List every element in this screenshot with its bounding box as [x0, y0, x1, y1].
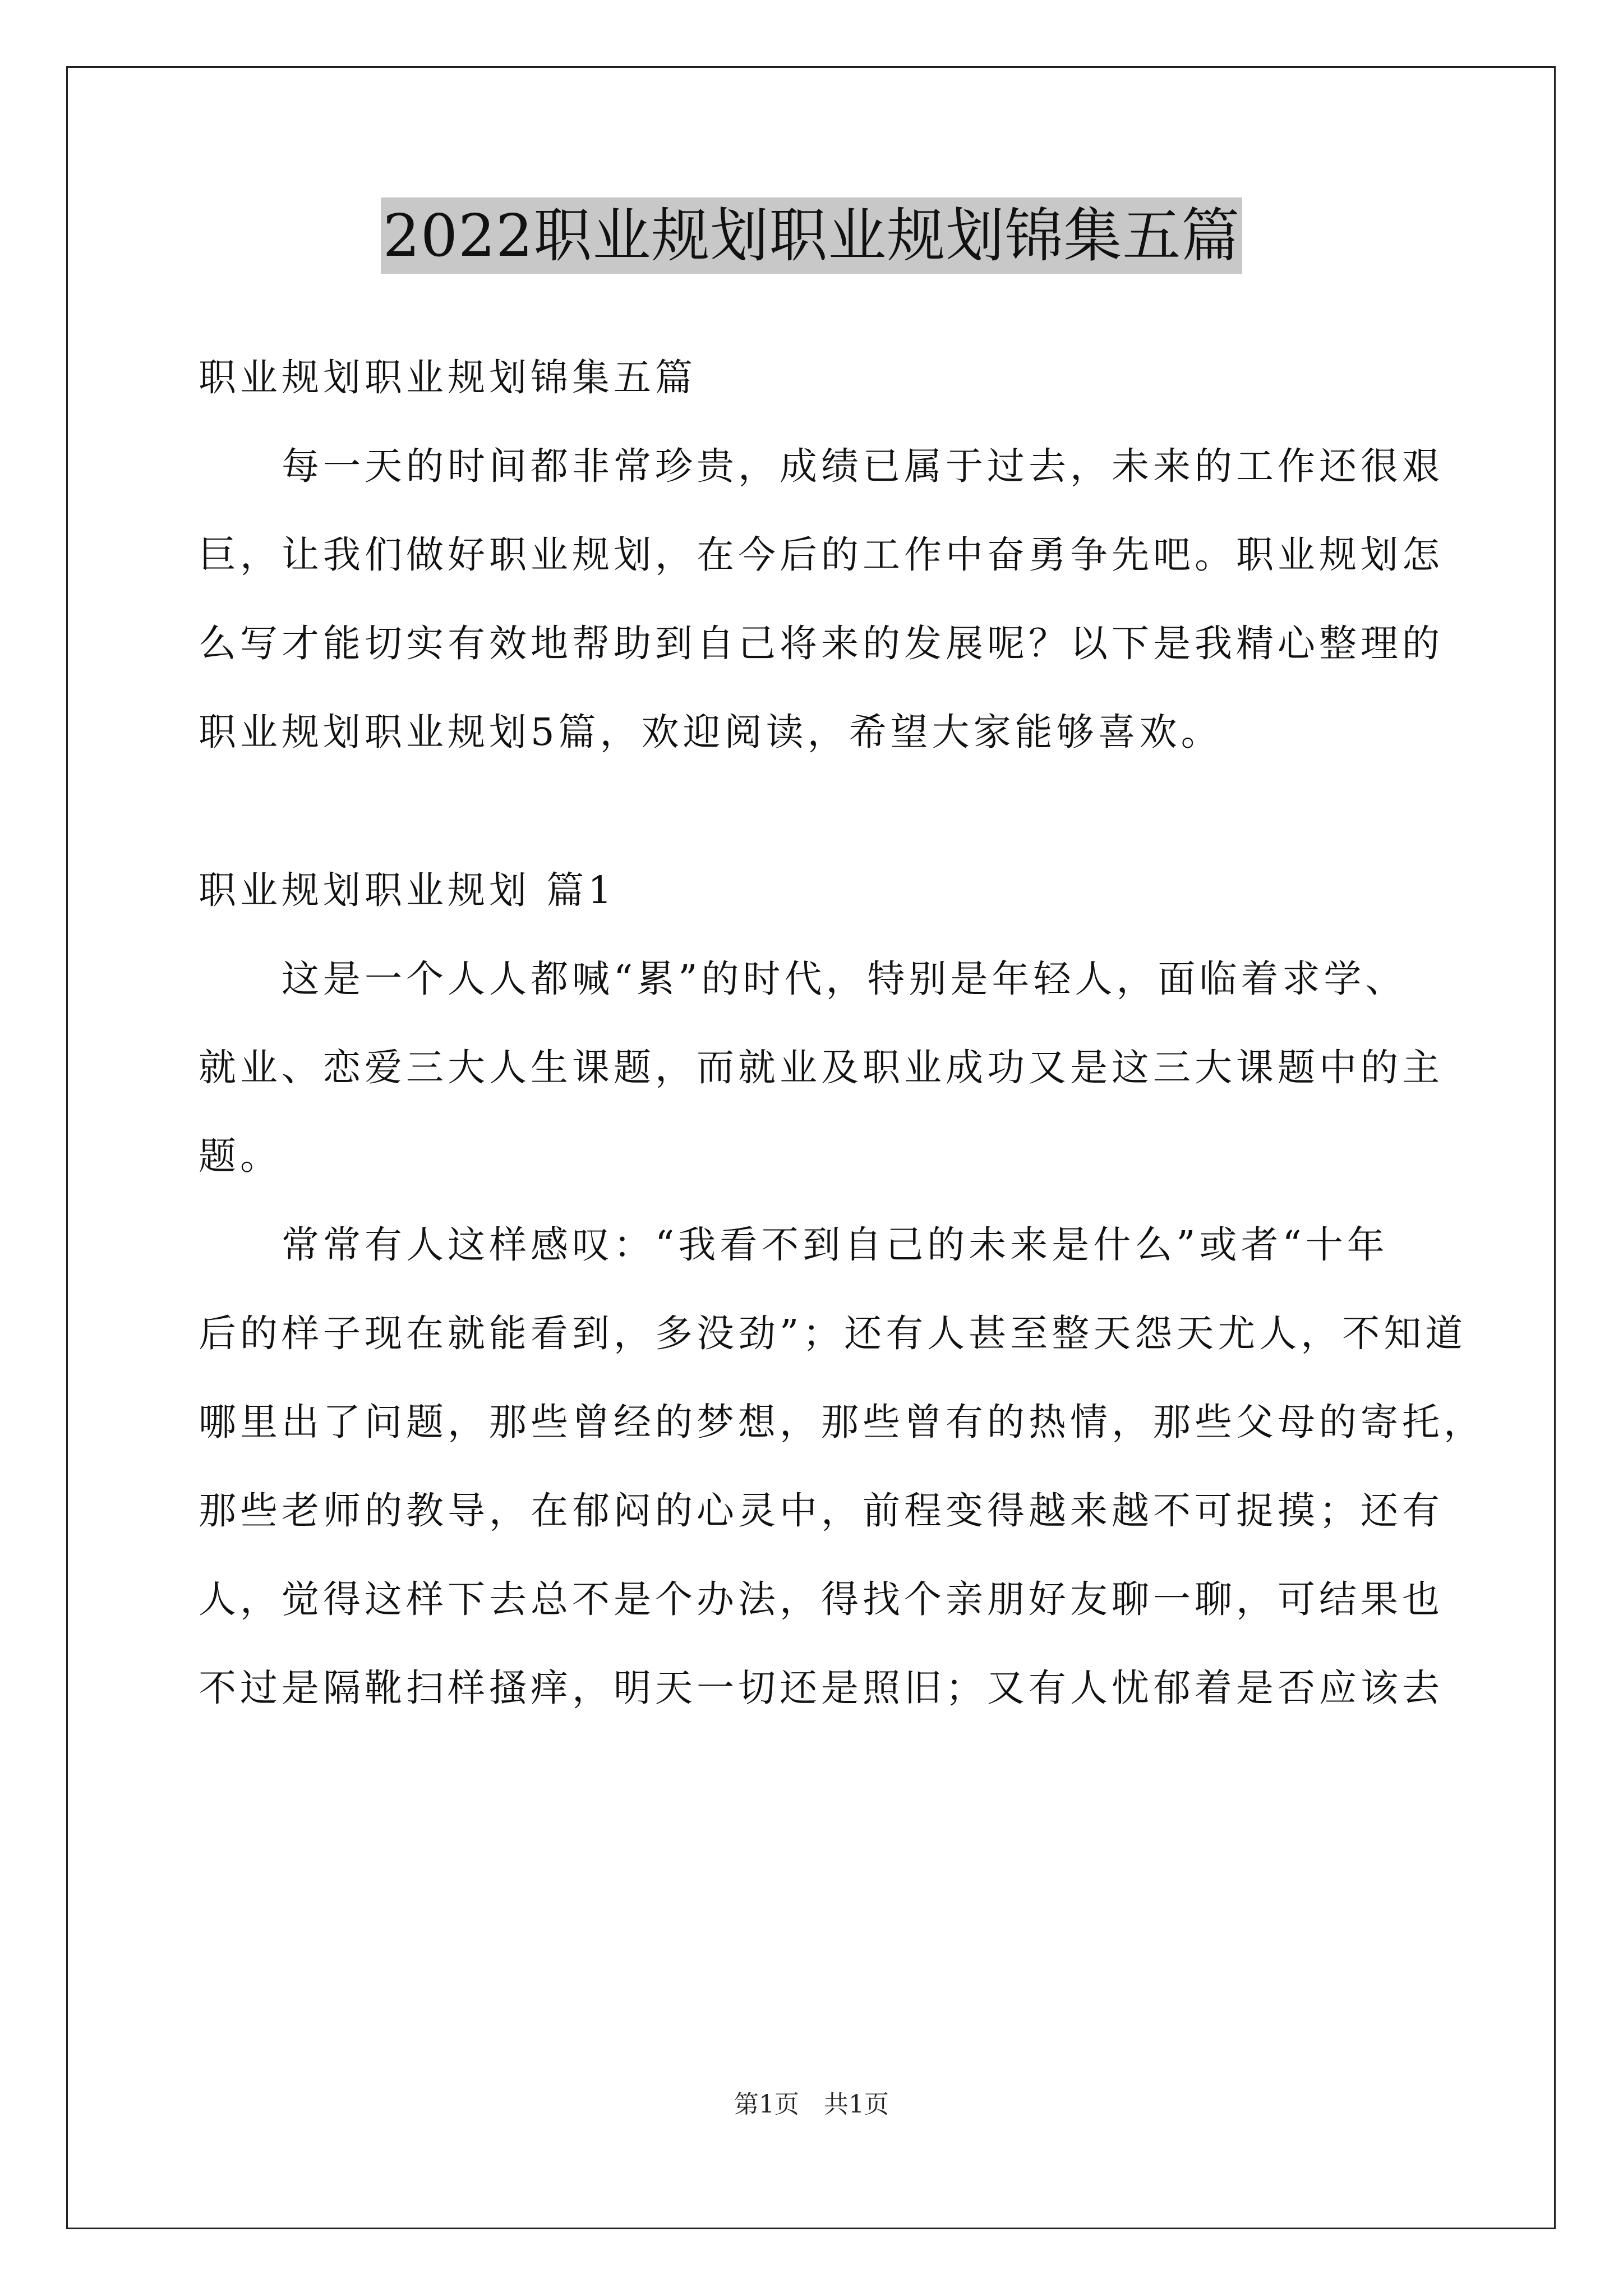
intro-line: 巨，让我们做好职业规划，在今后的工作中奋勇争先吧。职业规划怎: [199, 533, 1444, 577]
title-wrap: [0, 197, 1623, 274]
paragraph-line: 题。: [199, 1134, 282, 1178]
paragraph-line: 不过是隔靴扫样搔痒，明天一切还是照旧；又有人忧郁着是否应该去: [199, 1666, 1444, 1710]
page-footer: 第1页 共1页: [734, 2090, 889, 2119]
paragraph-line: 那些老师的教导，在郁闷的心灵中，前程变得越来越不可捉摸；还有: [199, 1489, 1444, 1533]
document-title: 2022职业规划职业规划锦集五篇: [381, 197, 1243, 274]
paragraph-line: 就业、恋爱三大人生课题，而就业及职业成功又是这三大课题中的主: [199, 1046, 1444, 1089]
paragraph-line: 哪里出了问题，那些曾经的梦想，那些曾有的热情，那些父母的寄托，: [199, 1400, 1485, 1444]
document-subtitle: 职业规划职业规划锦集五篇: [199, 356, 697, 399]
section-heading: 职业规划职业规划 篇1: [199, 868, 616, 912]
paragraph-line: 这是一个人人都喊“累”的时代，特别是年轻人，面临着求学、: [282, 957, 1407, 1001]
paragraph-line: 后的样子现在就能看到，多没劲”；还有人甚至整天怨天尤人，不知道: [199, 1312, 1467, 1355]
document-body: [199, 343, 1485, 1742]
paragraph-line: 人，觉得这样下去总不是个办法，得找个亲朋好友聊一聊，可结果也: [199, 1577, 1444, 1621]
intro-line: 每一天的时间都非常珍贵，成绩已属于过去，未来的工作还很艰: [282, 444, 1444, 488]
paragraph-gap: [199, 786, 1466, 856]
paragraph-line: 常常有人这样感叹：“我看不到自己的未来是什么”或者“十年: [282, 1223, 1389, 1267]
intro-line: 么写才能切实有效地帮助到自己将来的发展呢？以下是我精心整理的: [199, 622, 1444, 665]
intro-line: 职业规划职业规划5篇，欢迎阅读，希望大家能够喜欢。: [199, 710, 1223, 754]
